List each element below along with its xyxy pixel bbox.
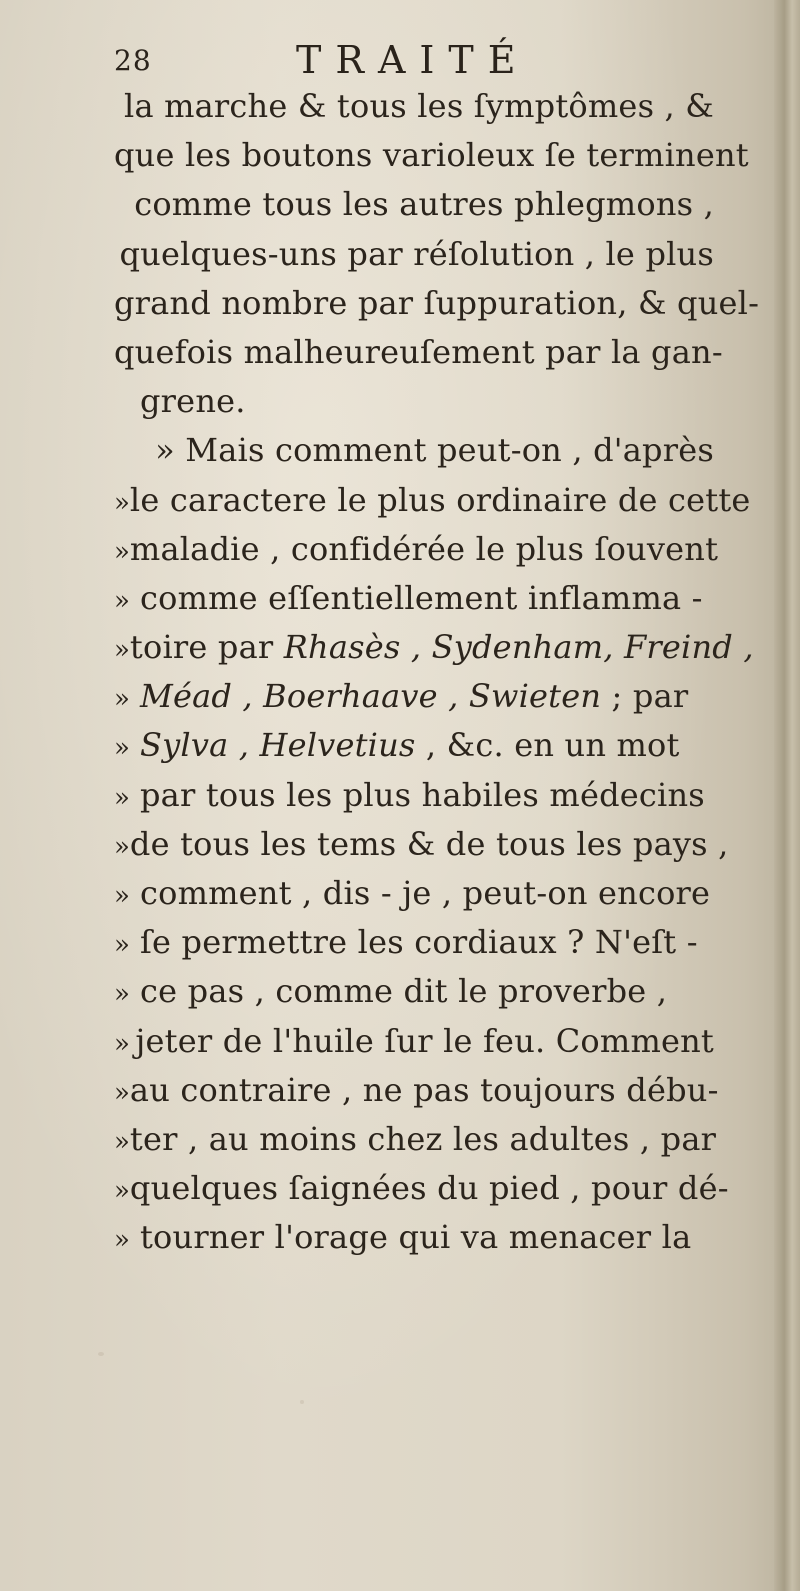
line-text <box>140 967 714 1016</box>
line-main-text: ter , au moins chez les adultes , par <box>129 1119 717 1158</box>
page-number: 28 <box>114 44 152 77</box>
text-line <box>114 918 714 967</box>
line-main-text: de tous les tems & de tous les pays , <box>129 824 729 863</box>
quote-mark: » <box>114 487 130 518</box>
quote-mark: » <box>114 1225 130 1256</box>
text-line <box>114 131 749 180</box>
text-line <box>114 623 754 672</box>
text-line <box>114 426 714 475</box>
line-text <box>130 820 729 869</box>
quote-mark: » <box>114 782 130 813</box>
line-text <box>135 426 714 475</box>
line-after-text: ; par <box>601 677 689 716</box>
text-line <box>114 328 723 377</box>
line-main-text: tourner l'orage qui va menacer la <box>140 1218 692 1257</box>
quote-mark: » <box>114 1176 130 1207</box>
line-text <box>114 328 723 377</box>
quote-mark: » <box>114 585 130 616</box>
line-text <box>140 377 714 426</box>
line-main-text: maladie , confidérée le plus ſouvent <box>129 529 719 568</box>
paper-speck <box>98 1352 104 1356</box>
line-main-text: le caractere le plus ordinaire de cette <box>129 480 751 519</box>
text-line <box>114 1164 729 1213</box>
quote-mark: » <box>114 1028 130 1059</box>
line-main-text: comme tous les autres phlegmons , <box>134 185 714 224</box>
quote-mark: » <box>114 536 130 567</box>
line-text <box>140 869 714 918</box>
line-text <box>114 279 759 328</box>
line-text <box>140 574 714 623</box>
text-line <box>114 1066 719 1115</box>
text-line <box>114 721 714 770</box>
text-line <box>114 476 751 525</box>
line-main-text: par tous les plus habiles médecins <box>140 775 705 814</box>
line-main-text: comme eſſentiellement inflamma - <box>140 578 703 617</box>
line-main-text: quelques-uns par réſolution , le plus <box>119 234 714 273</box>
quote-mark: » <box>114 1077 130 1108</box>
line-after-text: , &c. en un mot <box>415 726 680 765</box>
paper-speck <box>300 1400 304 1404</box>
line-main-text: ce pas , comme dit le proverbe , <box>140 972 668 1011</box>
line-text <box>114 131 749 180</box>
line-text <box>140 771 714 820</box>
line-text <box>130 1066 719 1115</box>
text-line <box>114 230 714 279</box>
line-main-text: au contraire , ne pas toujours débu- <box>129 1070 719 1109</box>
quote-mark: » <box>114 635 130 666</box>
text-line <box>114 771 714 820</box>
line-main-text: jeter de l'huile ſur le feu. Comment <box>135 1021 714 1060</box>
line-main-text: grene. <box>140 382 246 421</box>
text-line <box>114 574 714 623</box>
line-main-text: quefois malheureuſement par la gan- <box>114 332 723 371</box>
page-header <box>112 38 712 82</box>
line-main-text: que les boutons varioleux ſe terminent <box>114 136 749 175</box>
line-text <box>130 476 751 525</box>
text-line <box>114 82 714 131</box>
text-line <box>114 820 729 869</box>
text-line <box>114 967 714 1016</box>
quote-mark: » <box>114 684 130 715</box>
quote-mark: » <box>114 733 130 764</box>
running-title: TRAITÉ <box>296 38 530 82</box>
line-main-text: quelques ſaignées du pied , pour dé- <box>129 1169 729 1208</box>
line-main-text: ſe permettre les cordiaux ? N'eſt - <box>140 923 698 962</box>
quote-mark: » <box>114 831 130 862</box>
line-text <box>130 525 718 574</box>
quote-mark: » <box>114 881 130 911</box>
line-text <box>140 721 714 770</box>
line-italic-names: Méad , Boerhaave , Swieten <box>140 677 602 716</box>
line-main-text: toire par <box>129 628 284 667</box>
text-line <box>114 1017 714 1066</box>
text-line <box>114 672 714 721</box>
quote-mark: » <box>114 930 130 961</box>
line-main-text: la marche & tous les ſymptômes , & <box>124 87 714 125</box>
line-text <box>130 1115 716 1164</box>
line-text <box>135 1017 714 1066</box>
text-line <box>114 1213 714 1262</box>
page-edge <box>774 0 800 1591</box>
line-text <box>130 1164 729 1213</box>
quote-mark: » <box>114 979 130 1010</box>
text-line <box>114 525 719 574</box>
line-text <box>130 623 754 672</box>
text-line <box>114 1115 717 1164</box>
quote-mark: » <box>114 1126 130 1157</box>
line-main-text: » Mais comment peut-on , d'après <box>155 431 714 470</box>
line-italic-names: Sylva , Helvetius <box>140 726 416 765</box>
text-line <box>114 377 714 426</box>
line-text <box>134 180 714 229</box>
line-text <box>140 672 714 721</box>
line-italic-names: Rhasès , Sydenham, Freind , <box>283 628 754 667</box>
line-text <box>140 918 714 967</box>
line-main-text: grand nombre par ſuppuration, & quel- <box>114 283 760 322</box>
line-main-text: comment , dis - je , peut-on encore <box>140 874 711 912</box>
text-line <box>114 869 714 918</box>
text-line <box>114 279 760 328</box>
line-text <box>119 230 714 279</box>
line-text <box>140 1213 714 1262</box>
line-text <box>124 82 714 131</box>
body-text <box>114 82 760 1263</box>
text-line <box>114 180 714 229</box>
